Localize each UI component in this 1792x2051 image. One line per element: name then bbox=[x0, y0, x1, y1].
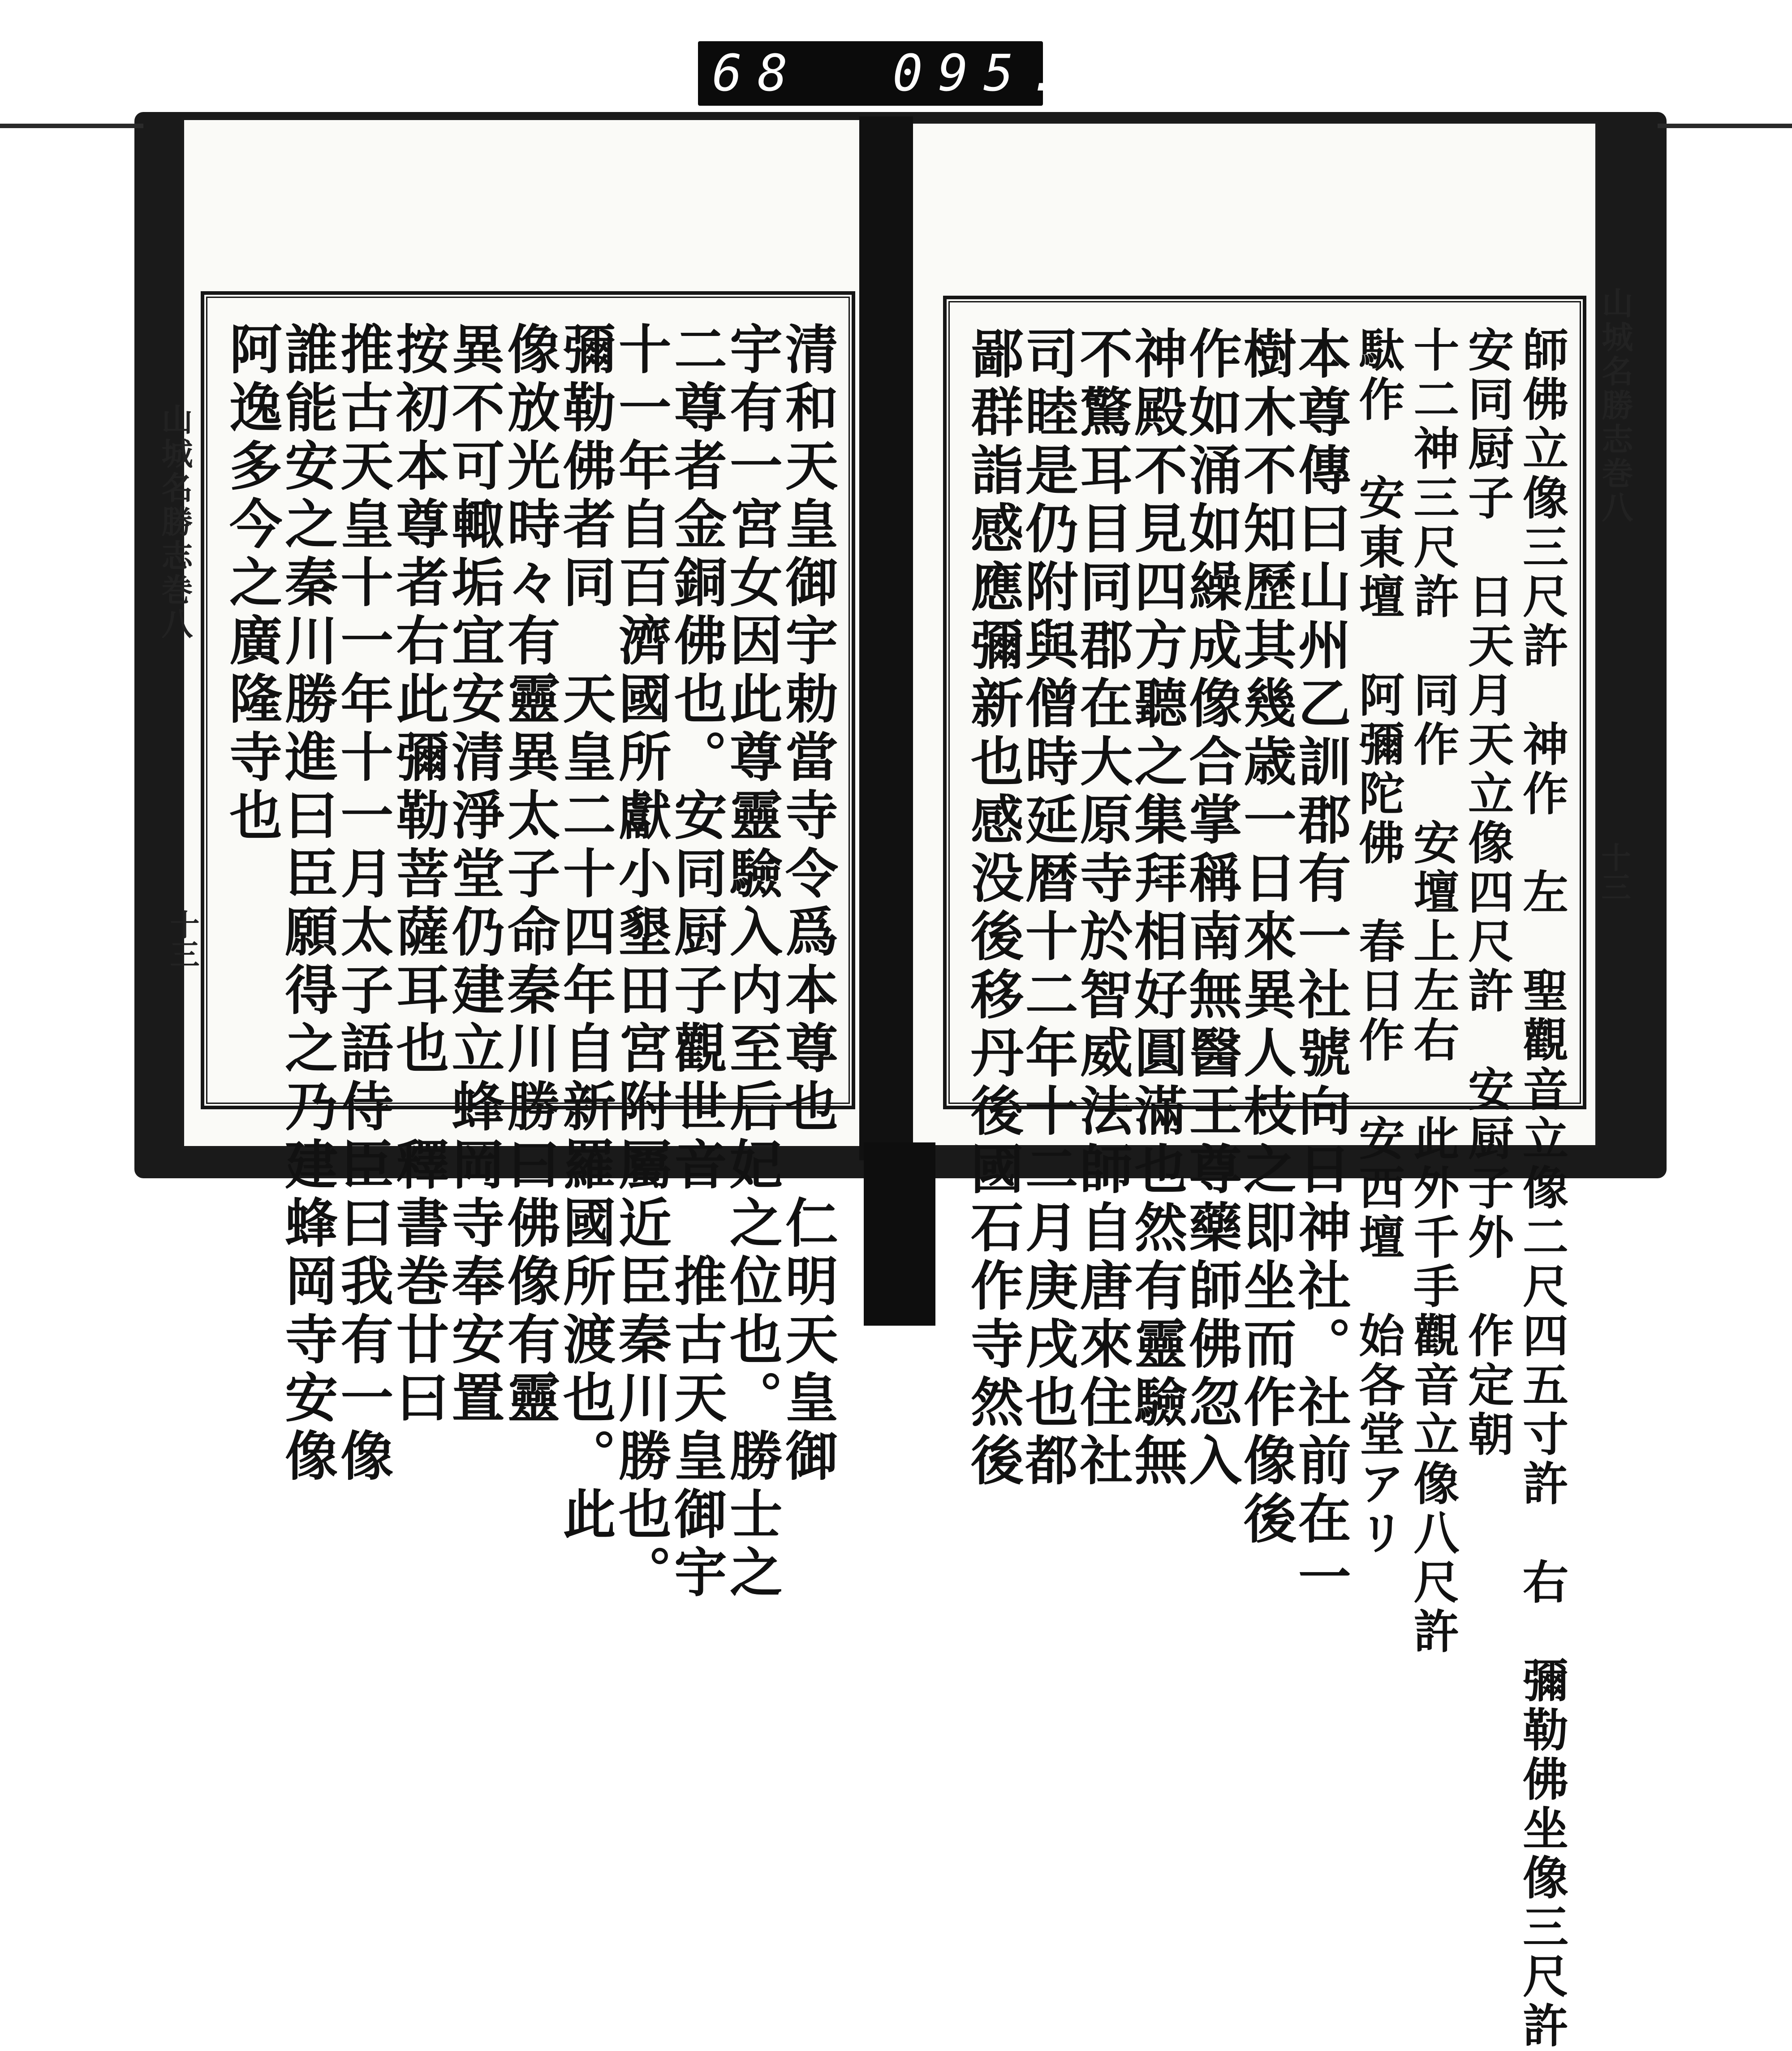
right-column: 不驚耳目同郡在大原寺於智威法師自唐來住社 bbox=[1071, 326, 1133, 1491]
left-column: 清和天皇御宇勅當寺令爲本尊也 仁明天皇御 bbox=[776, 322, 839, 1487]
left-column: 十一年自百濟國所獻小墾田宮附屬近臣秦川勝也。 bbox=[609, 322, 672, 1603]
left-text-frame bbox=[201, 291, 855, 1603]
right-column: 駄作 安東壇 阿彌陀佛 春日作 安西壇 始各堂アリ bbox=[1351, 326, 1405, 1558]
right-column: 作如涌如繰成像合掌稱南無醫王尊藥師佛忽入 bbox=[1180, 326, 1243, 1491]
right-column: 安同厨子 日天月天立像四尺許 安厨子外 作定朝 bbox=[1460, 326, 1515, 1460]
left-column: 彌勒佛者同 天皇二十四年自新羅國所渡也。此 bbox=[554, 322, 616, 1545]
left-margin-title: 山城名勝志巻八 bbox=[156, 403, 194, 642]
frame-number: 095. bbox=[892, 44, 1075, 103]
reel-number: 868 bbox=[667, 44, 803, 103]
book-gutter bbox=[859, 116, 913, 1160]
left-columns bbox=[220, 322, 839, 1603]
right-column: 神殿不見四方聽之集拜相好圓滿也然有靈驗無 bbox=[1125, 326, 1188, 1491]
right-text-frame bbox=[943, 296, 1586, 2051]
right-column: 本尊傳曰山州乙訓郡有一社號向日神社。社前在一 bbox=[1289, 326, 1352, 1607]
right-column: 十二神三尺許 同作 安壇上左右 此外千手觀音立像八尺許 bbox=[1406, 326, 1460, 1657]
right-margin-title: 山城名勝志巻八 bbox=[1597, 287, 1634, 525]
right-columns bbox=[961, 326, 1569, 2051]
left-column: 推古天皇十一年十一月太子語侍臣曰我有一像 bbox=[332, 322, 394, 1487]
right-column: 樹木不知歷其幾歳一日來異人枝之即坐而作像後 bbox=[1234, 326, 1297, 1549]
right-column: 鄙群詣感應彌新也感没後移丹後國石作寺然後 bbox=[961, 326, 1024, 1491]
spine-bottom bbox=[864, 1142, 935, 1326]
frame-number-label bbox=[667, 41, 1075, 106]
left-column: 按初本尊者右此彌勒菩薩耳也 釋書巻廿曰 bbox=[387, 322, 450, 1428]
top-rule-right bbox=[1658, 124, 1792, 128]
left-column: 異不可輙垢宜安清淨堂仍建立蜂岡寺奉安置 bbox=[443, 322, 505, 1428]
left-column: 誰能安之秦川勝進曰臣願得之乃建蜂岡寺安像 bbox=[276, 322, 339, 1487]
top-rule-left bbox=[0, 124, 143, 128]
left-column: 宇有一宮女因此尊靈驗入内至后妃之位也。勝士之 bbox=[720, 322, 783, 1603]
right-column: 司睦是仍附與僧時延暦十二年十二月庚戌也都 bbox=[1016, 326, 1079, 1491]
left-column: 像放光時々有靈異太子命秦川勝曰佛像有靈 bbox=[498, 322, 561, 1428]
left-column: 二尊者金銅佛也。安同厨子觀世音 推古天皇御宇 bbox=[665, 322, 728, 1603]
right-column: 師佛立像三尺許 神作 左 聖觀音立像二尺四五寸許 右 彌勒佛坐像三尺許 bbox=[1515, 326, 1569, 2051]
right-folio: 十三 bbox=[1596, 842, 1631, 901]
left-folio: 十三 bbox=[165, 909, 200, 969]
left-column: 阿逸多今之廣隆寺也 bbox=[220, 322, 283, 846]
